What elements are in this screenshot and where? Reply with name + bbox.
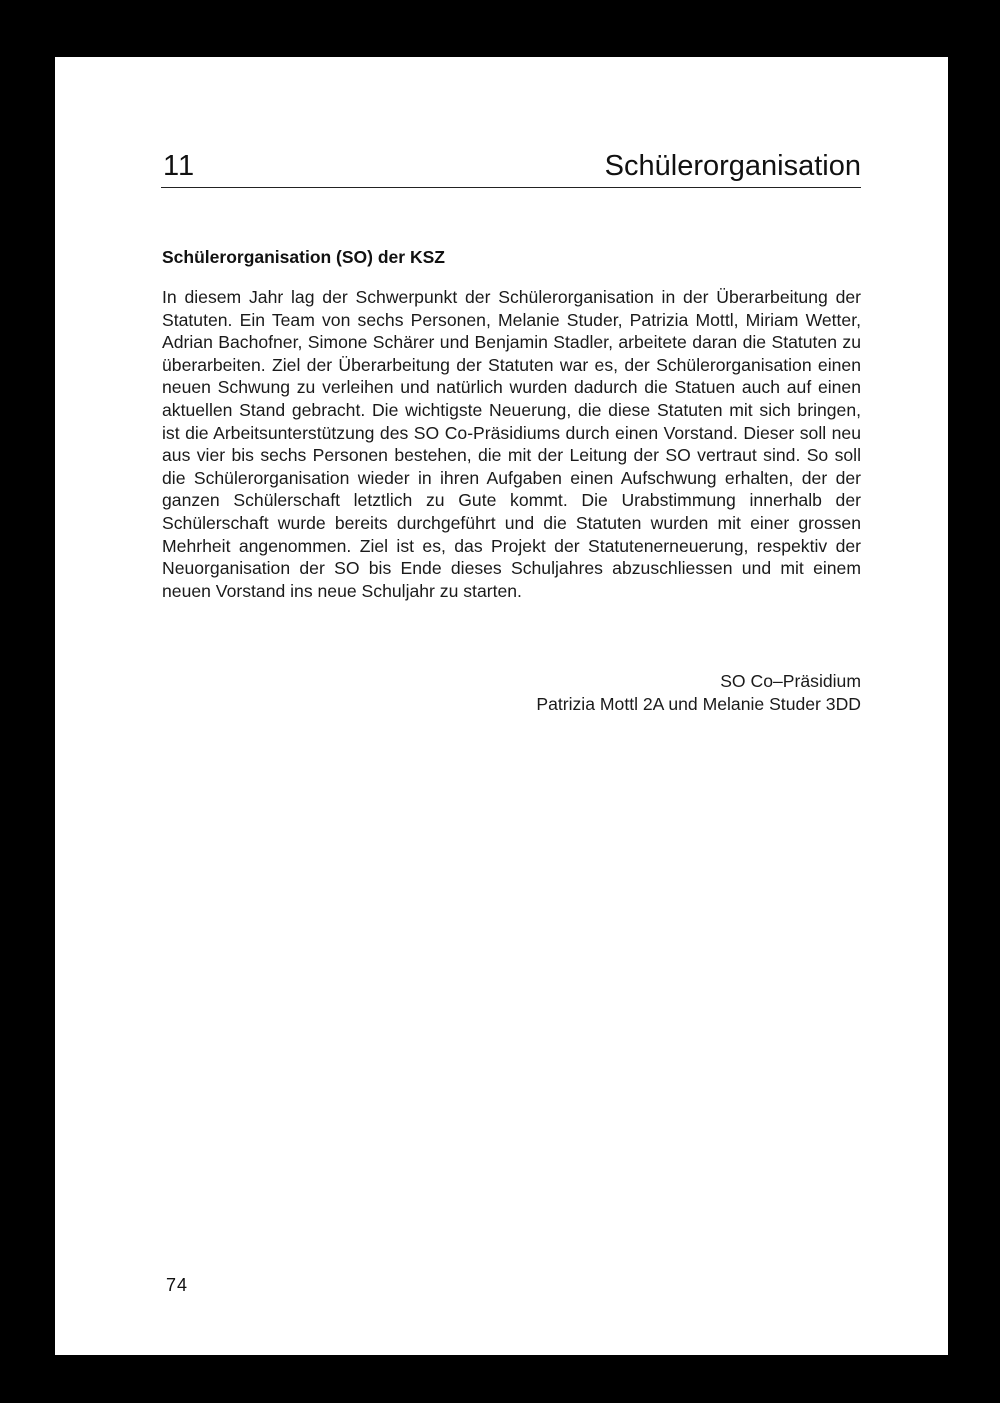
- section-title: Schülerorganisation (SO) der KSZ: [162, 247, 445, 267]
- body-paragraph: In diesem Jahr lag der Schwerpunkt der Schülerorganisation in der Überarbeitung der Statuten. Ein Team von sechs Personen, Melanie Studer, Patrizia Mottl, Miriam Wetter, Adrian Bachofner, Simone Schärer und Benjamin Stadler, arbeitete daran die Statuten zu überarbeiten. Ziel der Überarbeitung der Statuten war es, der Schülerorganisation einen neuen Schwung zu verleihen und natürlich wurden dadurch die Statuen auch auf einen aktuellen Stand gebracht. Die wichtigste Neuerung, die diese Statuten mit sich bringen, ist die Arbeitsunterstützung des SO Co-Präsidiums durch einen Vorstand. Dieser soll neu aus vier bis sechs Personen bestehen, die mit der Leitung der SO vertraut sind. So soll die Schülerorganisation wieder in ihren Aufgaben einen Aufschwung erhalten, der der ganzen Schülerschaft letztlich zu Gute kommt. Die Urabstimmung innerhalb der Schülerschaft wurde bereits durchgeführt und die Statuten wurden mit einer grossen Mehrheit angenommen. Ziel ist es, das Projekt der Statutenerneuerung, respektiv der Neuorganisation der SO bis Ende dieses Schuljahres abzuschliessen und mit einem neuen Vorstand ins neue Schuljahr zu starten.: [162, 287, 861, 601]
- chapter-header: [161, 149, 861, 188]
- signature-block: [536, 670, 861, 715]
- document-page: [55, 57, 948, 1355]
- chapter-title: Schülerorganisation: [604, 150, 861, 182]
- page-number: 74: [166, 1275, 189, 1295]
- chapter-number: 11: [163, 150, 196, 182]
- signature-names: Patrizia Mottl 2A und Melanie Studer 3DD: [536, 693, 861, 714]
- signature-role: SO Co–Präsidium: [720, 671, 861, 691]
